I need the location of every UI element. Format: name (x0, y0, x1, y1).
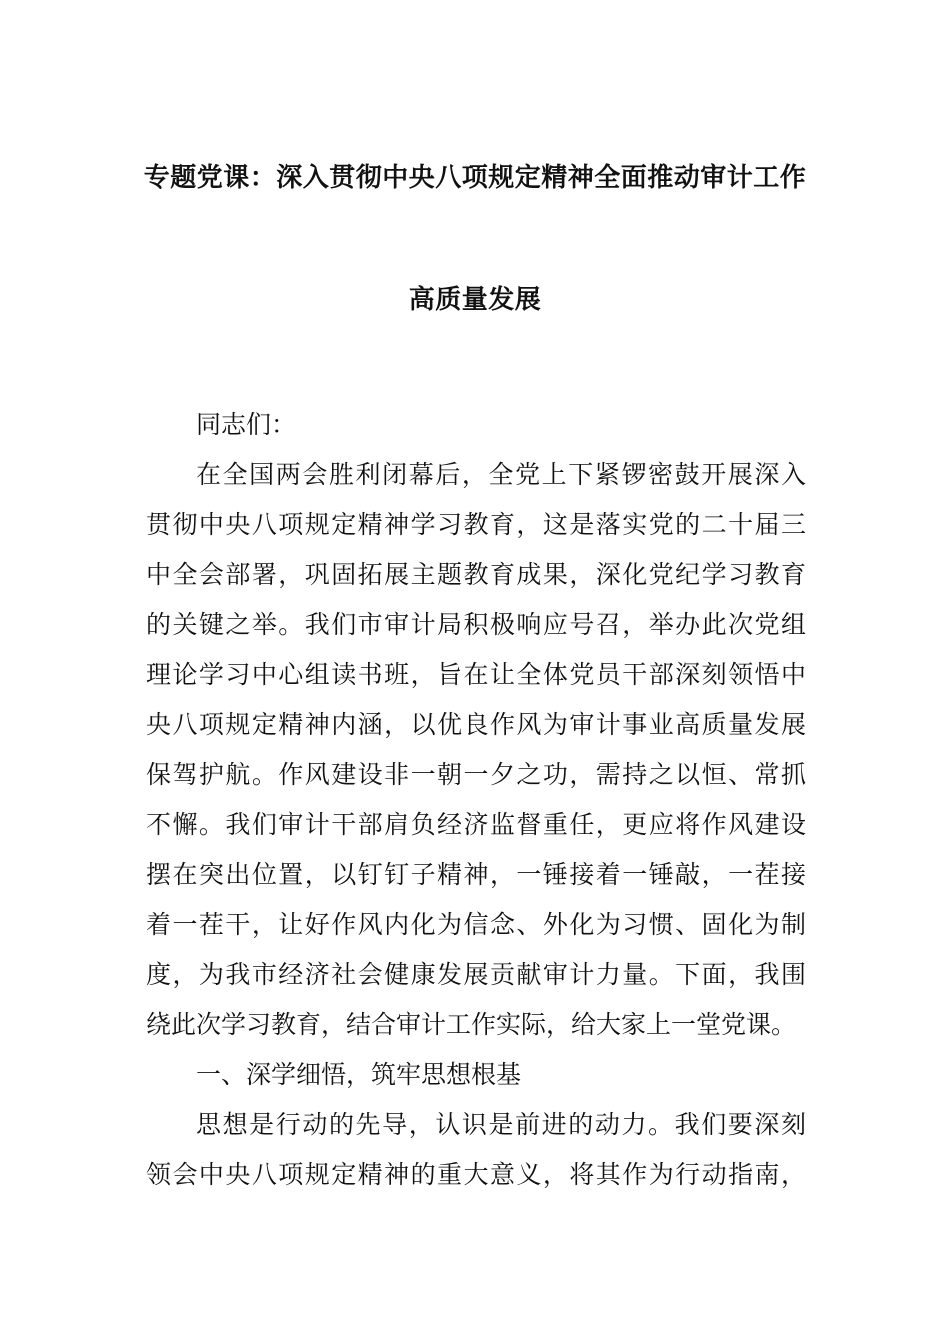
paragraph-line: 理论学习中心组读书班，旨在让全体党员干部深刻领悟中 (146, 660, 806, 689)
paragraph-line: 在全国两会胜利闭幕后，全党上下紧锣密鼓开展深入 (196, 460, 806, 489)
paragraph-line: 思想是行动的先导，认识是前进的动力。我们要深刻 (196, 1110, 806, 1139)
paragraph-line: 度，为我市经济社会健康发展贡献审计力量。下面，我围 (146, 960, 806, 989)
paragraph-line: 中全会部署，巩固拓展主题教育成果，深化党纪学习教育 (146, 560, 806, 589)
paragraph-line: 着一茬干，让好作风内化为信念、外化为习惯、固化为制 (146, 910, 806, 939)
paragraph-line: 绕此次学习教育，结合审计工作实际，给大家上一堂党课。 (146, 1010, 797, 1039)
paragraph-line: 不懈。我们审计干部肩负经济监督重任，更应将作风建设 (146, 810, 806, 839)
document-title-line-2: 高质量发展 (408, 285, 542, 315)
document-title-line-1: 专题党课：深入贯彻中央八项规定精神全面推动审计工作 (143, 163, 807, 193)
document-body (146, 400, 806, 1200)
paragraph-line: 保驾护航。作风建设非一朝一夕之功，需持之以恒、常抓 (146, 760, 806, 789)
paragraph-line: 摆在突出位置，以钉钉子精神，一锤接着一锤敲，一茬接 (146, 860, 806, 889)
section-heading: 一、深学细悟，筑牢思想根基 (196, 1060, 522, 1089)
salutation: 同志们： (196, 410, 297, 439)
paragraph-line: 贯彻中央八项规定精神学习教育，这是落实党的二十届三 (146, 510, 806, 539)
paragraph-line: 领会中央八项规定精神的重大意义，将其作为行动指南， (146, 1160, 806, 1189)
paragraph-line: 的关键之举。我们市审计局积极响应号召，举办此次党组 (146, 610, 806, 639)
paragraph-line: 央八项规定精神内涵，以优良作风为审计事业高质量发展 (146, 710, 806, 739)
